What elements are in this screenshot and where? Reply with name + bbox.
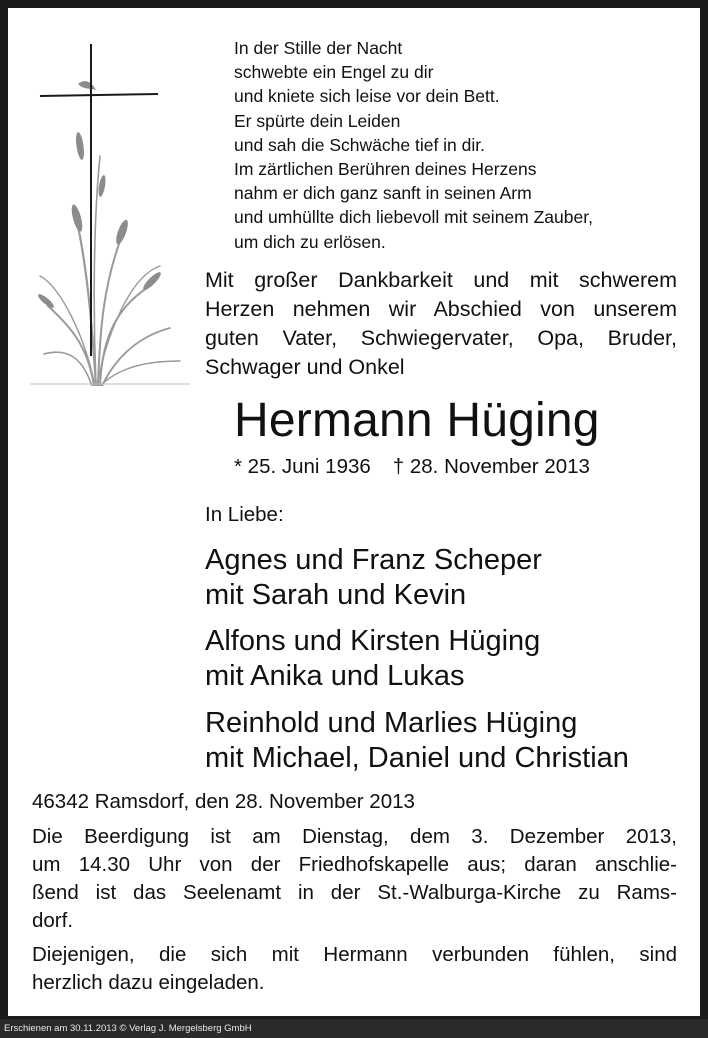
funeral-info [32, 823, 677, 935]
cross-with-reeds-icon [30, 36, 190, 386]
obituary-page [8, 8, 700, 1016]
death-date: † 28. November 2013 [392, 455, 590, 478]
deceased-name: Hermann Hüging [234, 394, 600, 447]
intro-line: guten Vater, Schwiegervater, Opa, Bruder, [205, 326, 677, 350]
poem-line: und sah die Schwäche tief in dir. [234, 134, 485, 155]
family-line: Alfons und Kirsten Hüging [205, 625, 541, 657]
family-line: mit Sarah und Kevin [205, 579, 467, 611]
poem-line: Im zärtlichen Berühren deines Herzens [234, 159, 537, 180]
poem-line: um dich zu erlösen. [234, 231, 386, 252]
poem-line: schwebte ein Engel zu dir [234, 62, 434, 83]
funeral-line: ßend ist das Seelenamt in der St.-Walburga-Kirche zu Rams- [32, 881, 677, 904]
poem-line: und umhüllte dich liebevoll mit seinem Zauber, [234, 207, 593, 228]
place-date: 46342 Ramsdorf, den 28. November 2013 [32, 790, 415, 813]
poem-line: Er spürte dein Leiden [234, 110, 401, 131]
family-group [205, 706, 695, 776]
poem-line: nahm er dich ganz sanft in seinen Arm [234, 183, 532, 204]
poem-line: In der Stille der Nacht [234, 38, 403, 58]
family-line: mit Anika und Lukas [205, 660, 465, 692]
life-dates [234, 454, 590, 480]
invitation [32, 941, 677, 997]
family-group [205, 543, 695, 613]
invitation-line: herzlich dazu eingeladen. [32, 971, 265, 994]
poem [234, 36, 694, 254]
publication-footer: Erschienen am 30.11.2013 © Verlag J. Mergelsberg GmbH [0, 1019, 708, 1038]
family-line: Reinhold und Marlies Hüging [205, 707, 578, 739]
poem-line: und kniete sich leise vor dein Bett. [234, 86, 500, 107]
birth-date: * 25. Juni 1936 [234, 455, 371, 478]
intro-line: Mit großer Dankbarkeit und mit schwerem [205, 268, 677, 292]
intro-text [205, 266, 677, 382]
funeral-line: Die Beerdigung ist am Dienstag, dem 3. Dezember 2013, [32, 825, 677, 848]
intro-line: Herzen nehmen wir Abschied von unserem [205, 297, 677, 321]
mourners-intro: In Liebe: [205, 503, 284, 526]
family-line: Agnes und Franz Scheper [205, 544, 542, 576]
invitation-line: Diejenigen, die sich mit Hermann verbunden fühlen, sind [32, 943, 677, 966]
family-line: mit Michael, Daniel und Christian [205, 742, 629, 774]
intro-line: Schwager und Onkel [205, 355, 405, 379]
funeral-line: dorf. [32, 909, 74, 932]
funeral-line: um 14.30 Uhr von der Friedhofskapelle aus; daran anschlie- [32, 853, 677, 876]
family-group [205, 624, 695, 694]
